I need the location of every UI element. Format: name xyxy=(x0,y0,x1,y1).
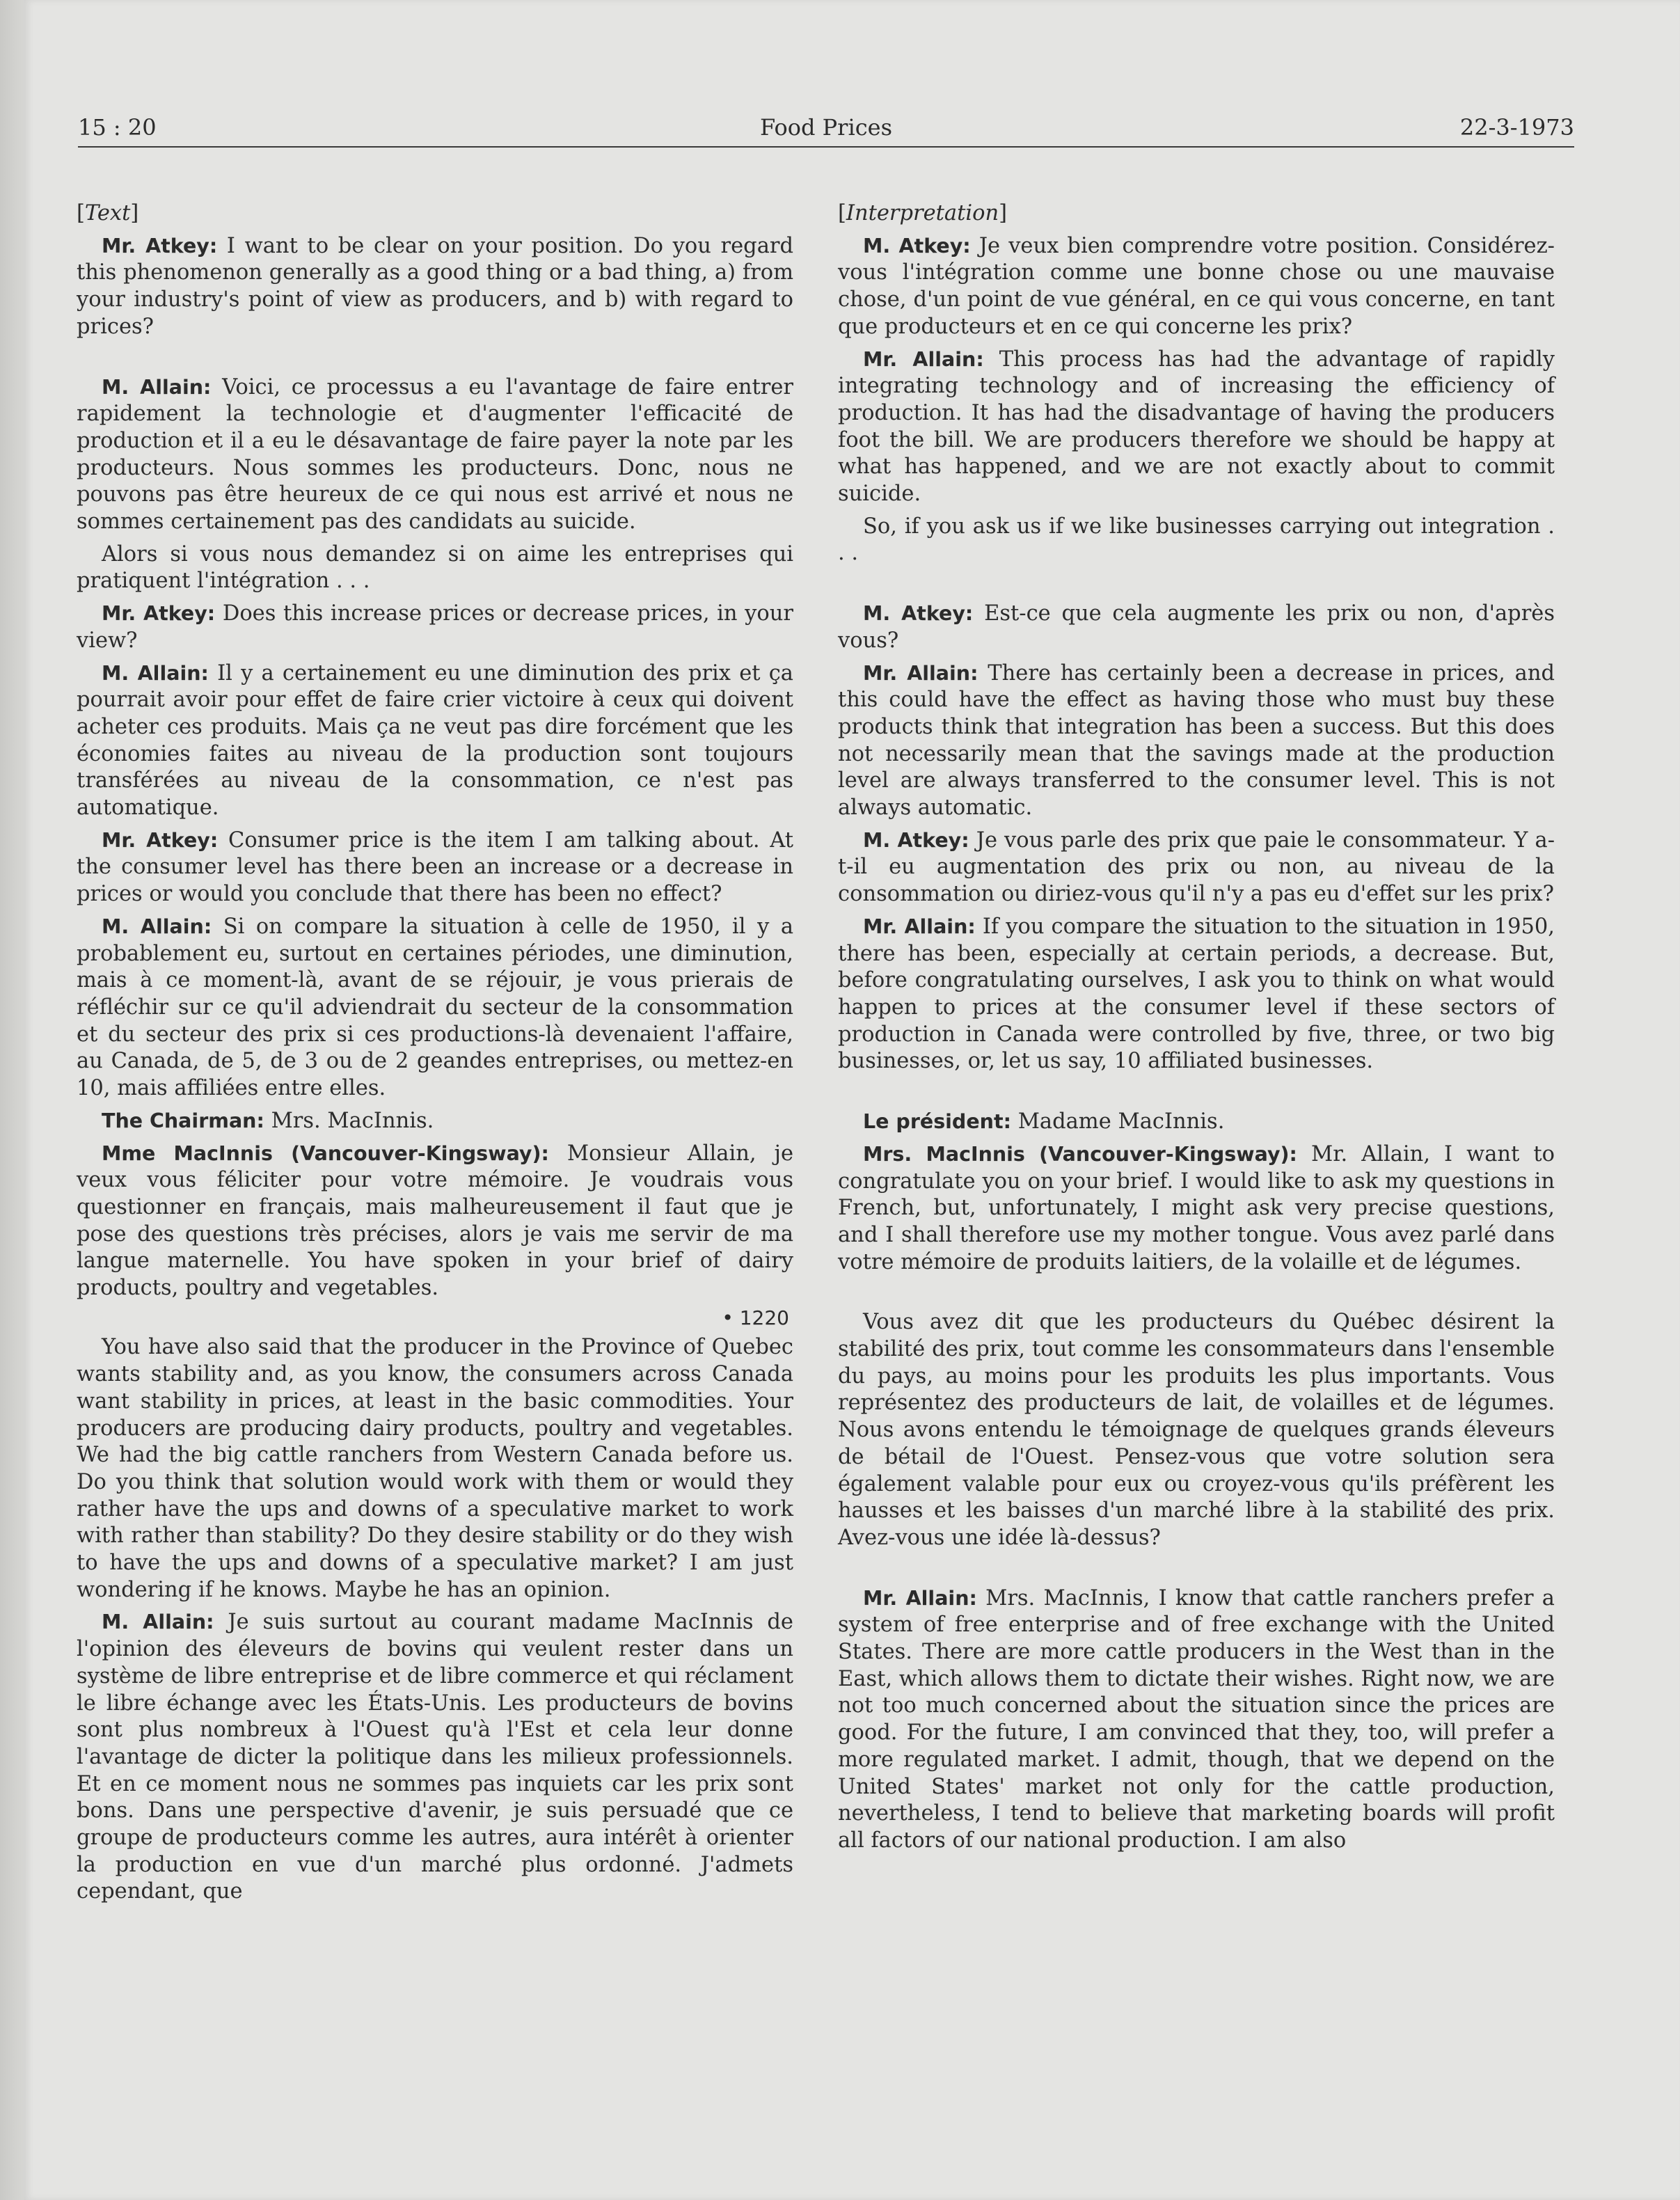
speaker: Mme MacInnis (Vancouver-Kingsway): xyxy=(102,1141,549,1165)
paragraph: Mr. Allain: This process has had the advantage of rapidly integrating technology and of increasing the efficiency of production. It has had the disadvantage of having the producers foot the bill. We are producers therefore we should be happy at what has happened, and we are not exactly about to commit suicide. xyxy=(838,347,1555,507)
right-column xyxy=(838,200,1555,1860)
speaker: M. Allain: xyxy=(102,915,212,938)
paragraph: Mme MacInnis (Vancouver-Kingsway): Monsieur Allain, je veux vous féliciter pour votre mémoire. Je voudrais vous questionner en français, mais malheureusement il faut que je pose des questions très précises, alors je vais me servir de ma langue maternelle. You have spoken in your brief of dairy products, poultry and vegetables. xyxy=(77,1141,793,1301)
running-title: Food Prices xyxy=(760,114,892,141)
speaker: M. Atkey: xyxy=(863,828,969,852)
paragraph: M. Allain: Si on compare la situation à celle de 1950, il y a probablement eu, surtout en certaines périodes, une diminution, mais à ce moment-là, avant de se réjouir, je vous prierais de réfléchir sur ce qu'il adviendrait du secteur de la consommation et du secteur des prix si ces productions-là devenaient l'affaire, au Canada, de 5, de 3 ou de 2 geandes entreprises, ou mettez-en 10, mais affiliées entre elles. xyxy=(77,914,793,1101)
speaker: Le président: xyxy=(863,1110,1011,1134)
section-tag: [Interpretation] xyxy=(838,201,1008,225)
speaker: Mr. Allain: xyxy=(863,915,976,938)
speaker: Mr. Allain: xyxy=(863,1586,977,1610)
paragraph: You have also said that the producer in the Province of Quebec wants stability and, as you know, the consumers across Canada want stability in prices, at least in the basic commodities. Your producers are producing dairy products, poultry and vegetables. We had the big cattle ranchers from Western Canada before us. Do you think that solution would work with them or would they rather have the ups and downs of a speculative market to work with rather than stability? Do they desire stability or do they wish to have the ups and downs of a speculative market? I am just wondering if he knows. Maybe he has an opinion. xyxy=(77,1335,793,1602)
page-header xyxy=(78,110,1574,148)
page-date: 22-3-1973 xyxy=(1459,114,1574,141)
paragraph: Mr. Atkey: Does this increase prices or decrease prices, in your view? xyxy=(77,601,793,653)
speaker: Mr. Atkey: xyxy=(102,602,216,626)
speaker: Mr. Atkey: xyxy=(102,828,219,852)
paragraph: M. Allain: Voici, ce processus a eu l'avantage de faire entrer rapidement la technologie et d'augmenter l'efficacité de production et il a eu le désavantage de faire payer la note par les producteurs. Nous sommes les producteurs. Donc, nous ne pouvons pas être heureux de ce qui nous est arrivé et nous ne sommes certainement pas des candidats au suicide. xyxy=(77,374,793,535)
paragraph: Mr. Allain: There has certainly been a decrease in prices, and this could have the effect as having those who must buy these products think that integration has been a success. But this does not necessarily mean that the savings made at the production level are always transferred to the consumer level. This is not always automatic. xyxy=(838,660,1555,821)
paragraph: M. Allain: Il y a certainement eu une diminution des prix et ça pourrait avoir pour effet de faire crier victoire à ceux qui doivent acheter ces produits. Mais ça ne veut pas dire forcément que les économies faites au niveau de la production sont toujours transférées au niveau de la consommation, ce n'est pas automatique. xyxy=(77,660,793,821)
time-marker: • 1220 xyxy=(722,1306,789,1329)
paragraph: Mr. Atkey: Consumer price is the item I am talking about. At the consumer level has there been an increase or a decrease in prices or would you conclude that there has been no effect? xyxy=(77,828,793,907)
speaker: M. Atkey: xyxy=(863,602,974,626)
paragraph: Mrs. MacInnis (Vancouver-Kingsway): Mr. Allain, I want to congratulate you on your brief. I would like to ask my questions in French, but, unfortunately, I might ask very precise questions, and I shall therefore use my mother tongue. Vous avez parlé dans votre mémoire de produits laitiers, de la volaille et de légumes. xyxy=(838,1141,1555,1274)
paragraph: M. Allain: Je suis surtout au courant madame MacInnis de l'opinion des éleveurs de bovins qui veulent rester dans un système de libre entreprise et de libre commerce et qui réclament le libre échange avec les États-Unis. Les producteurs de bovins sont plus nombreux à l'Ouest qu'à l'Est et cela leur donne l'avantage de dicter la politique dans les milieux professionnels. Et en ce moment nous ne sommes pas inquiets car les prix sont bons. Dans une perspective d'avenir, je suis persuadé que ce groupe de producteurs comme les autres, aura intérêt à orienter la production en vue d'un marché plus ordonné. J'admets cependant, que xyxy=(77,1610,793,1904)
speaker: Mrs. MacInnis (Vancouver-Kingsway): xyxy=(863,1142,1297,1166)
paragraph: M. Atkey: Est-ce que cela augmente les prix ou non, d'après vous? xyxy=(838,601,1555,653)
paragraph: M. Atkey: Je vous parle des prix que paie le consommateur. Y a-t-il eu augmentation des prix ou non, au niveau de la consommation ou diriez-vous qu'il n'y a pas eu d'effet sur les prix? xyxy=(838,828,1555,907)
paragraph: M. Atkey: Je veux bien comprendre votre position. Considérez-vous l'intégration comme une bonne chose ou une mauvaise chose, d'un point de vue général, en ce qui vous concerne, en tant que producteurs et en ce qui concerne les prix? xyxy=(838,233,1555,339)
paragraph: Mr. Allain: Mrs. MacInnis, I know that cattle ranchers prefer a system of free enterprise and of free exchange with the United States. There are more cattle producers in the West than in the East, which allows them to dictate their wishes. Right now, we are not too much concerned about the situation since the prices are good. For the future, I am convinced that they, too, will prefer a more regulated market. I admit, though, that we depend on the United States' market not only for the cattle production, nevertheless, I tend to believe that marketing boards will profit all factors of our national production. I am also xyxy=(838,1585,1555,1853)
speaker: Mr. Allain: xyxy=(863,661,978,685)
section-tag: [Text] xyxy=(77,201,139,225)
paragraph: The Chairman: Mrs. MacInnis. xyxy=(102,1108,434,1133)
left-column xyxy=(77,200,793,1911)
paragraph: So, if you ask us if we like businesses carrying out integration . . . xyxy=(838,514,1555,566)
speaker: Mr. Allain: xyxy=(863,347,984,371)
page-edge xyxy=(0,0,24,2200)
page-number: 15 : 20 xyxy=(78,114,157,141)
speaker: The Chairman: xyxy=(102,1109,264,1132)
speaker: M. Allain: xyxy=(102,1611,214,1634)
speaker: M. Allain: xyxy=(102,375,212,399)
paragraph: Mr. Allain: If you compare the situation to the situation in 1950, there has been, especially at certain periods, a decrease. But, before congratulating ourselves, I ask you to think on what would happen to prices at the consumer level if these sectors of production in Canada were controlled by five, three, or two big businesses, or, let us say, 10 affiliated businesses. xyxy=(838,914,1555,1074)
paragraph: Alors si vous nous demandez si on aime les entreprises qui pratiquent l'intégration . . . xyxy=(77,541,793,594)
speaker: M. Allain: xyxy=(102,661,209,685)
paragraph: Le président: Madame MacInnis. xyxy=(863,1109,1225,1134)
speaker: Mr. Atkey: xyxy=(102,234,218,258)
paragraph: Mr. Atkey: I want to be clear on your position. Do you regard this phenomenon generally as a good thing or a bad thing, a) from your industry's point of view as producers, and b) with regard to prices? xyxy=(77,233,793,339)
speaker: M. Atkey: xyxy=(863,234,971,258)
paragraph: Vous avez dit que les producteurs du Québec désirent la stabilité des prix, tout comme les consommateurs dans l'ensemble du pays, au moins pour les produits les plus importants. Vous représentez des producteurs de lait, de volailles et de légumes. Nous avons entendu le témoignage de quelques grands éleveurs de bétail de l'Ouest. Pensez-vous que votre solution sera également valable pour eux ou croyez-vous qu'ils préfèrent les hausses et les baisses d'un marché libre à la stabilité des prix. Avez-vous une idée là-dessus? xyxy=(838,1310,1555,1550)
